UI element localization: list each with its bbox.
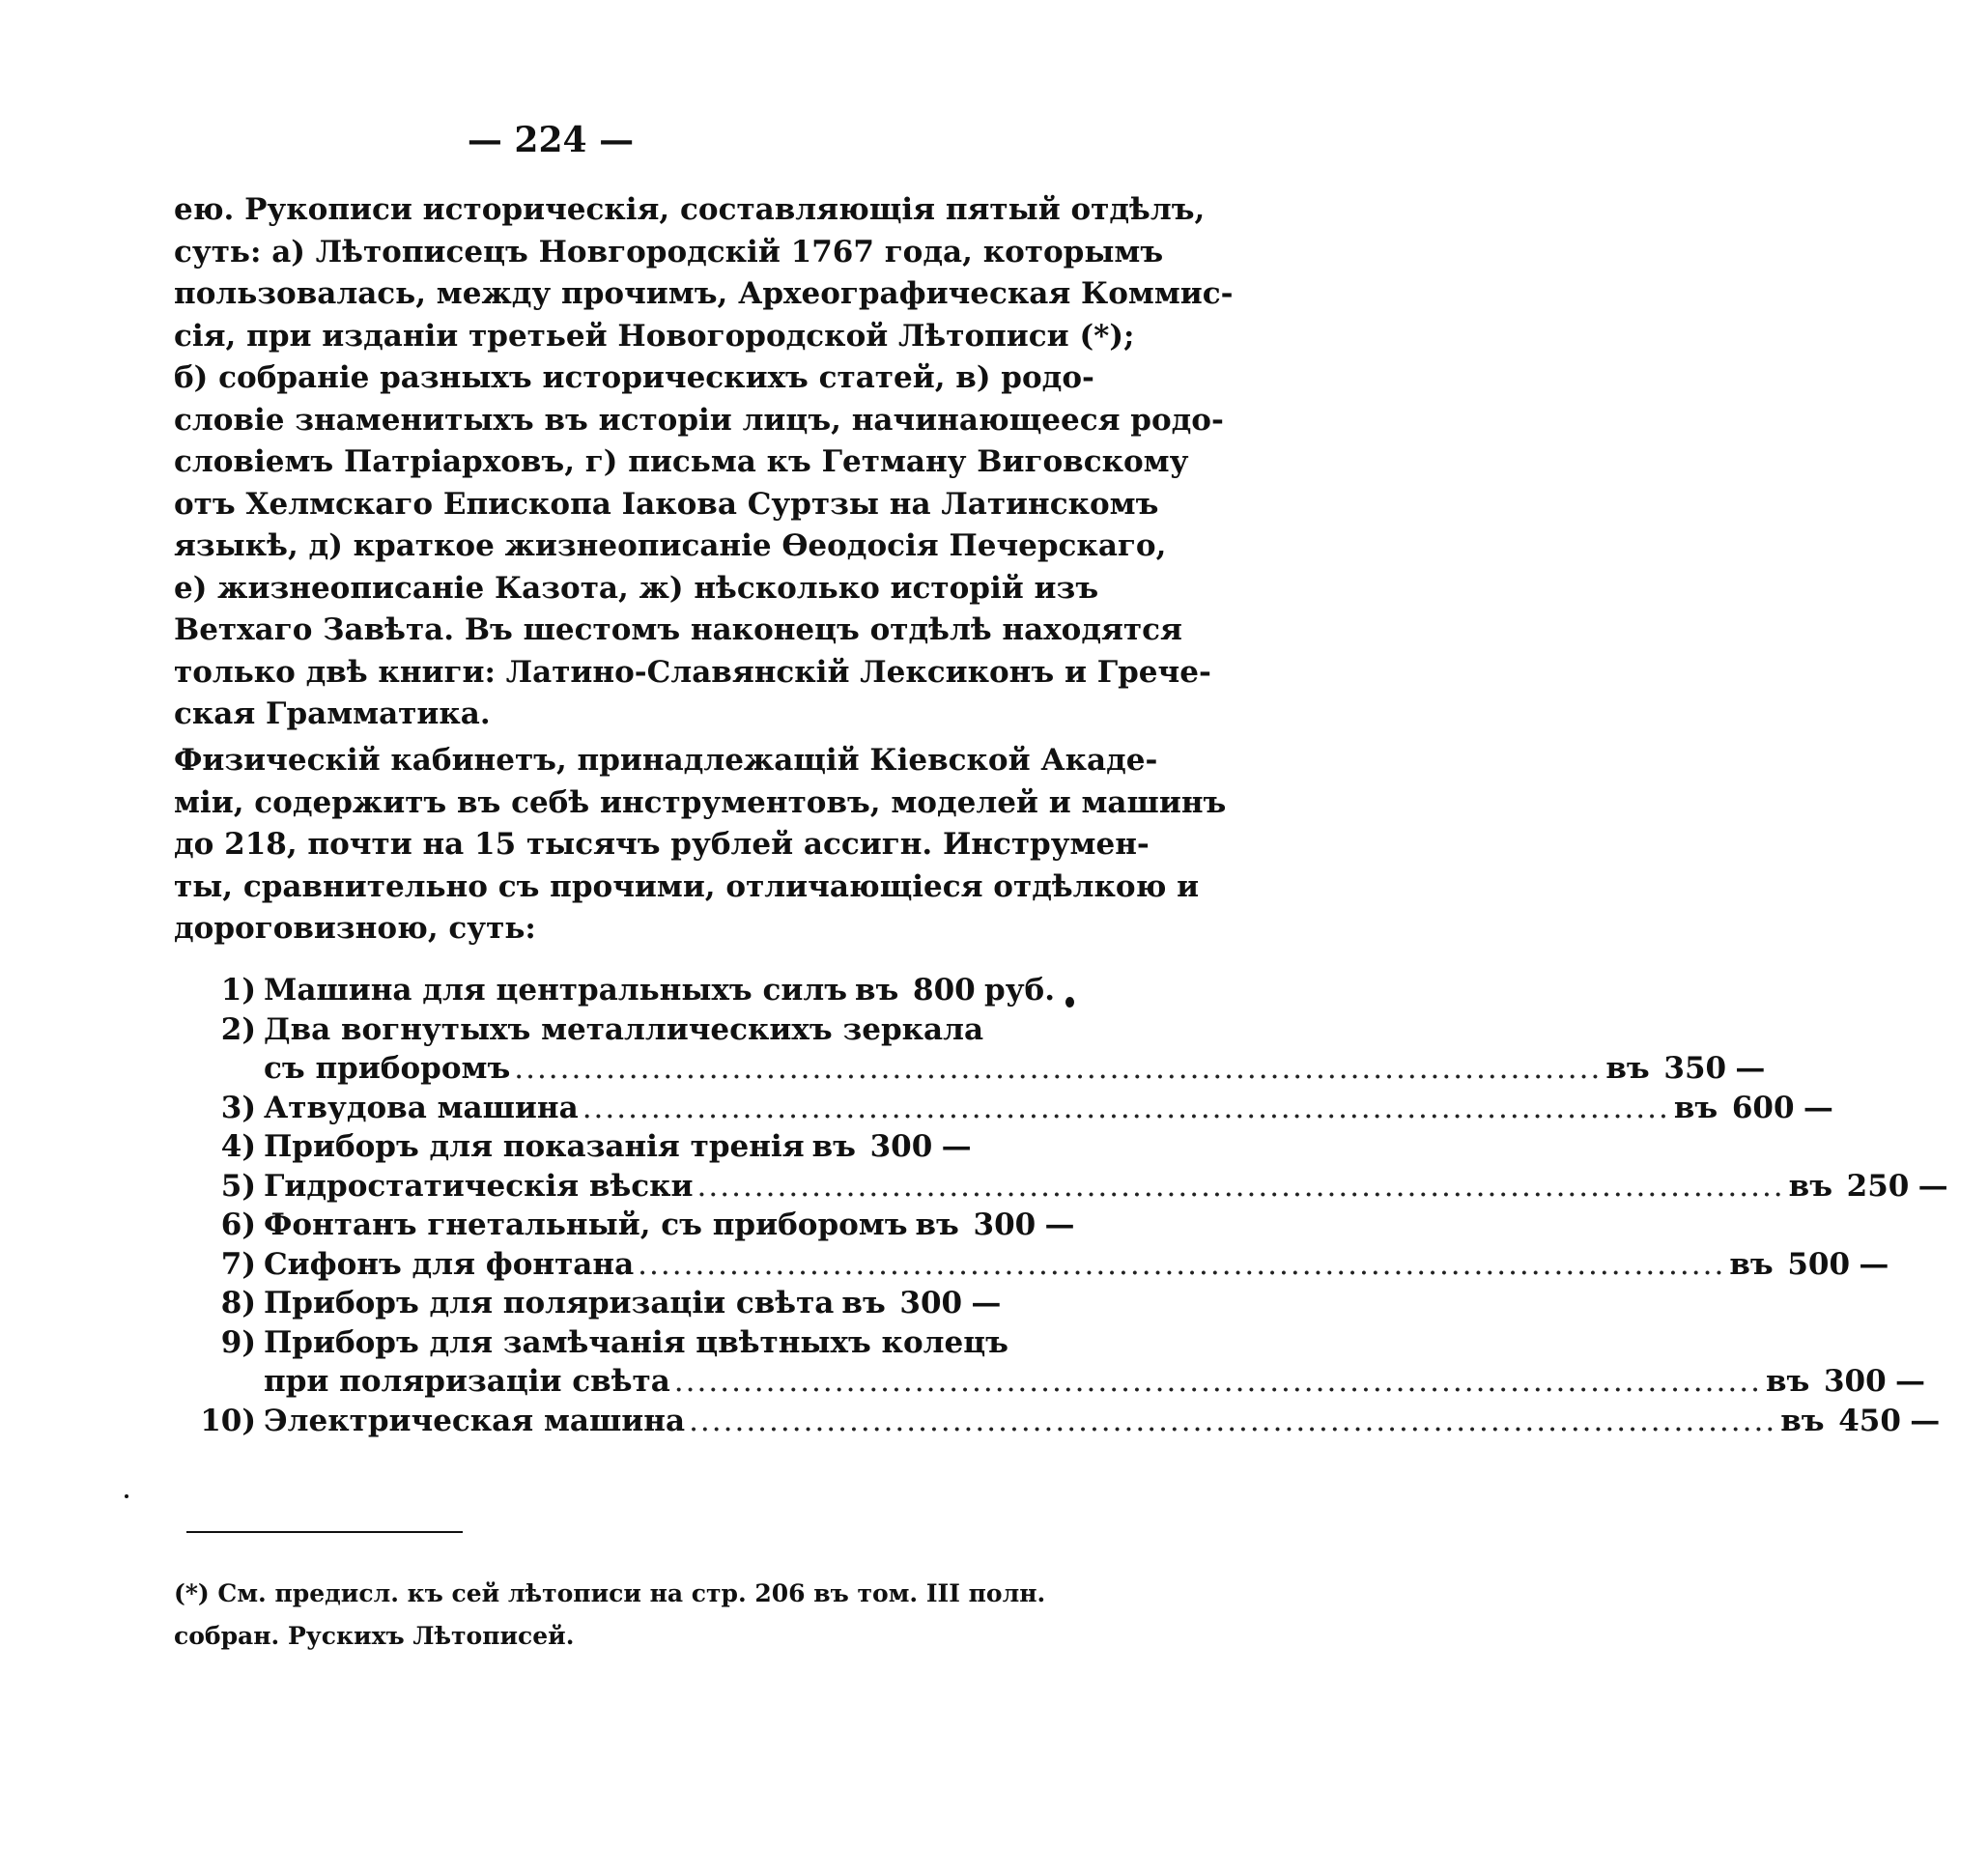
item-number: 4) [220,1129,256,1164]
price-preposition: въ [811,1129,856,1164]
item-description: Два вогнутыхъ металлическихъ зеркала [264,1011,984,1047]
instrument-row [193,1245,1889,1285]
price-unit: — [1859,1246,1889,1282]
instrument-row [193,1049,1766,1089]
text-line: отъ Хелмскаго Епископа Іакова Суртзы на Латинскомъ [174,486,1159,522]
text-line: только двѣ книги: Латино-Славянскій Лексиконъ и Грече- [174,654,1211,690]
price-unit: — [1044,1207,1075,1242]
price-unit: — [1917,1168,1948,1204]
item-description: при поляризаціи свѣта [264,1364,670,1399]
dot-leader [514,1049,1602,1089]
footnote-divider [186,1531,463,1533]
instrument-row [193,1323,1008,1363]
price-amount: 300 [899,1286,963,1320]
price-preposition: въ [915,1207,959,1242]
item-number: 3) [220,1090,256,1125]
footnote-line: (*) См. предисл. къ сей лѣтописи на стр. 206 въ том. III полн. [174,1579,1046,1607]
instrument-row [193,1402,1941,1441]
price-preposition: въ [1780,1403,1825,1438]
item-number: 7) [220,1246,256,1282]
price-unit: — [1894,1364,1925,1399]
paragraph-physics-cabinet [174,740,1227,951]
item-number: 1) [220,973,256,1008]
dot-leader [689,1402,1776,1441]
text-line: дороговизною, суть: [174,911,536,946]
text-line: Физическій кабинетъ, принадлежащій Кіевской Акаде- [174,743,1158,778]
dot-leader [674,1362,1762,1402]
item-description: Фонтанъ гнетальный, съ приборомъ [264,1207,908,1242]
text-line: суть: а) Лѣтописецъ Новгородскій 1767 года, которымъ [174,234,1164,270]
price-preposition: въ [1729,1246,1774,1282]
price-unit: руб. [984,973,1056,1008]
price-preposition: въ [1673,1090,1718,1125]
dot-leader [638,1245,1725,1285]
text-line: ты, сравнительно съ прочими, отличающіеся отдѣлкою и [174,868,1200,904]
instrument-row [193,1127,1005,1167]
price-preposition: въ [855,973,899,1008]
text-line: языкѣ, д) краткое жизнеописаніе Ѳеодосія Печерскаго, [174,528,1167,563]
item-description: Приборъ для показанія тренія [264,1129,805,1164]
instrument-row [193,971,1056,1010]
ink-speck [1065,997,1074,1008]
instrument-row [193,1206,1075,1245]
price-unit: — [941,1129,972,1164]
text-line: словіемъ Патріарховъ, г) письма къ Гетману Виговскому [174,444,1189,479]
text-line: міи, содержитъ въ себѣ инструментовъ, моделей и машинъ [174,784,1227,820]
text-line: ею. Рукописи историческія, составляющія пятый отдѣлъ, [174,192,1206,227]
item-description: съ приборомъ [264,1051,511,1086]
price-amount: 250 [1846,1168,1910,1204]
price-amount: 300 [869,1129,933,1164]
ink-speck [125,1494,128,1498]
text-line: пользовалась, между прочимъ, Археографическая Коммис- [174,276,1234,311]
price-amount: 600 [1731,1090,1795,1125]
item-description: Приборъ для замѣчанія цвѣтныхъ колецъ [264,1324,1008,1360]
item-number: 5) [220,1168,256,1204]
paragraph-manuscripts [174,189,1234,736]
item-number: 6) [220,1207,256,1242]
footnote-line: собран. Рускихъ Лѣтописей. [174,1622,575,1650]
item-description: Гидростатическія вѣски [264,1168,694,1204]
text-line: Ветхаго Завѣта. Въ шестомъ наконецъ отдѣлѣ находятся [174,612,1182,647]
price-unit: — [1735,1051,1766,1086]
dot-leader [582,1089,1670,1128]
instrument-row [193,1167,1948,1207]
price-amount: 300 [1823,1364,1887,1399]
page-number: — 224 — [467,120,635,160]
price-amount: 300 [973,1207,1037,1242]
item-number: 8) [220,1286,256,1320]
instrument-row [193,1362,1925,1402]
price-amount: 350 [1663,1051,1727,1086]
price-amount: 450 [1838,1403,1901,1438]
item-description: Приборъ для поляризаціи свѣта [264,1286,835,1320]
instrument-row [193,1089,1833,1128]
item-description: Машина для центральныхъ силъ [264,973,848,1008]
text-line: б) собраніе разныхъ историческихъ статей, в) родо- [174,360,1094,395]
item-number: 2) [220,1011,256,1047]
footnote [174,1573,1046,1658]
price-unit: — [1910,1403,1941,1438]
instrument-row [193,1010,1005,1050]
dot-leader [697,1167,1785,1207]
text-line: словіе знаменитыхъ въ исторіи лицъ, начинающееся родо- [174,402,1224,438]
text-line: до 218, почти на 15 тысячъ рублей ассигн. Инструмен- [174,827,1150,862]
price-preposition: въ [841,1286,886,1320]
price-preposition: въ [1765,1364,1810,1399]
item-description: Электрическая машина [264,1403,686,1438]
item-number: 9) [220,1324,256,1360]
text-line: сія, при изданіи третьей Новогородской Лѣтописи (*); [174,318,1135,354]
text-line: е) жизнеописаніе Казота, ж) нѣсколько исторій изъ [174,570,1099,606]
price-unit: — [1803,1090,1833,1125]
price-amount: 500 [1787,1246,1851,1282]
instrument-list [193,971,1948,1440]
text-line: ская Грамматика. [174,696,491,731]
price-unit: — [971,1286,1002,1320]
price-amount: 800 [913,973,976,1008]
item-description: Сифонъ для фонтана [264,1246,635,1282]
price-preposition: въ [1605,1051,1650,1086]
item-number: 10) [200,1403,256,1438]
item-description: Атвудова машина [264,1090,579,1125]
instrument-row [193,1284,1005,1323]
price-preposition: въ [1788,1168,1832,1204]
